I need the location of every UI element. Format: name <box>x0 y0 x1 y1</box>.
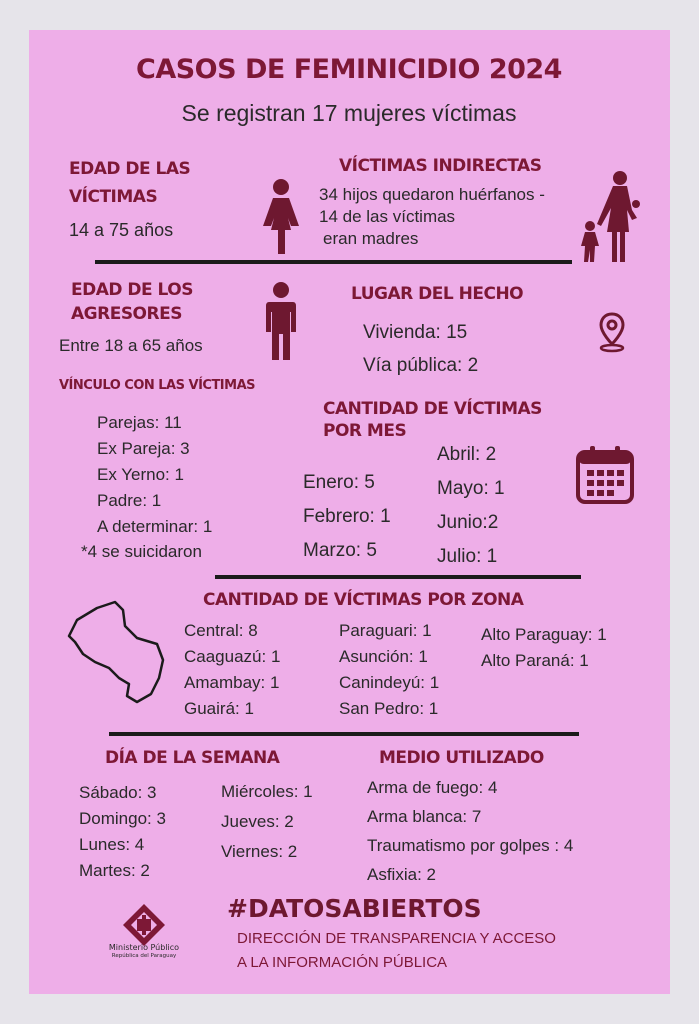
mes-item: Marzo: 5 <box>303 540 377 561</box>
edad-agresores-heading <box>71 278 193 326</box>
divider-2 <box>215 575 581 579</box>
dia-item: Miércoles: 1 <box>221 782 313 801</box>
victimas-indirectas-text <box>319 184 545 250</box>
edad-agresores-heading-line2: AGRESORES <box>71 304 182 324</box>
por-zona-heading: CANTIDAD DE VÍCTIMAS POR ZONA <box>203 590 524 610</box>
zona-item: San Pedro: 1 <box>339 699 439 718</box>
logo-name: Ministerio Público <box>108 943 180 952</box>
medio-item: Arma blanca: 7 <box>367 807 482 826</box>
victimas-indirectas-line1: 34 hijos quedaron huérfanos - <box>319 185 545 204</box>
vinculo-list <box>97 410 212 540</box>
mother-child-icon <box>577 170 645 264</box>
dia-item: Sábado: 3 <box>79 783 157 802</box>
man-icon <box>265 282 297 362</box>
mes-item: Abril: 2 <box>437 444 497 465</box>
zona-item: Guairá: 1 <box>184 699 254 718</box>
vinculo-item: Padre: 1 <box>97 491 162 510</box>
mes-item: Julio: 1 <box>437 546 498 567</box>
subtitle: Se registran 17 mujeres víctimas <box>181 100 517 126</box>
zona-item: Paraguari: 1 <box>339 621 432 640</box>
lugar-hecho-heading: LUGAR DEL HECHO <box>351 284 524 304</box>
mes-item: Enero: 5 <box>303 472 375 493</box>
dia-item: Martes: 2 <box>79 861 150 880</box>
medio-heading: MEDIO UTILIZADO <box>379 748 544 768</box>
dia-semana-heading: DÍA DE LA SEMANA <box>105 748 280 768</box>
zona-item: Amambay: 1 <box>184 673 280 692</box>
page-title: CASOS DE FEMINICIDIO 2024 <box>136 54 562 85</box>
zona-item: Central: 8 <box>184 621 258 640</box>
footer-line2: A LA INFORMACIÓN PÚBLICA <box>237 954 448 971</box>
vinculo-item: Parejas: 11 <box>97 413 182 432</box>
mes-item: Junio:2 <box>437 512 499 533</box>
divider-3 <box>109 732 579 736</box>
vinculo-item: Ex Pareja: 3 <box>97 439 190 458</box>
medio-item: Arma de fuego: 4 <box>367 778 498 797</box>
logo-sub: República del Paraguay <box>111 953 177 959</box>
vinculo-note: *4 se suicidaron <box>81 542 202 561</box>
edad-agresores-heading-line1: EDAD DE LOS <box>71 280 193 300</box>
por-mes-col2 <box>437 438 505 574</box>
medio-list <box>367 773 573 889</box>
paraguay-map-icon <box>67 598 167 706</box>
location-pin-icon <box>597 312 627 354</box>
calendar-icon <box>575 444 635 506</box>
por-mes-heading <box>323 398 542 442</box>
lugar-hecho-list <box>363 316 478 382</box>
medio-item: Asfixia: 2 <box>367 865 436 884</box>
woman-icon <box>261 178 301 256</box>
dia-item: Domingo: 3 <box>79 809 166 828</box>
victimas-indirectas-line3: eran madres <box>323 229 419 248</box>
zona-item: Alto Paraná: 1 <box>481 651 589 670</box>
por-mes-heading-line1: CANTIDAD DE VÍCTIMAS <box>323 399 542 419</box>
mes-item: Mayo: 1 <box>437 478 505 499</box>
zona-item: Asunción: 1 <box>339 647 428 666</box>
por-mes-heading-line2: POR MES <box>323 421 407 441</box>
lugar-hecho-item: Vivienda: 15 <box>363 322 468 343</box>
dia-col1 <box>79 780 166 884</box>
edad-victimas-value: 14 a 75 años <box>69 220 174 240</box>
edad-agresores-value: Entre 18 a 65 años <box>59 336 203 355</box>
zona-col3 <box>481 622 607 674</box>
dia-item: Viernes: 2 <box>221 842 298 861</box>
medio-item: Traumatismo por golpes : 4 <box>367 836 574 855</box>
zona-col2 <box>339 618 439 722</box>
zona-item: Canindeyú: 1 <box>339 673 440 692</box>
dia-item: Lunes: 4 <box>79 835 145 854</box>
infographic-poster <box>29 30 670 994</box>
victimas-indirectas-heading: VÍCTIMAS INDIRECTAS <box>339 156 542 176</box>
zona-item: Alto Paraguay: 1 <box>481 625 607 644</box>
divider-1 <box>95 260 572 264</box>
zona-col1 <box>184 618 280 722</box>
hashtag: #DATOSABIERTOS <box>227 894 482 923</box>
por-mes-col1 <box>303 466 391 568</box>
zona-item: Caaguazú: 1 <box>184 647 281 666</box>
mes-item: Febrero: 1 <box>303 506 391 527</box>
dia-item: Jueves: 2 <box>221 812 294 831</box>
vinculo-item: Ex Yerno: 1 <box>97 465 184 484</box>
dia-col2 <box>221 777 313 867</box>
edad-victimas-heading-line1: EDAD DE LAS <box>69 159 191 179</box>
footer-line1: DIRECCIÓN DE TRANSPARENCIA Y ACCESO <box>237 930 556 947</box>
edad-victimas-heading-line2: VÍCTIMAS <box>69 187 158 207</box>
victimas-indirectas-line2: 14 de las víctimas <box>319 207 456 226</box>
edad-victimas-heading <box>69 155 190 211</box>
lugar-hecho-item: Vía pública: 2 <box>363 355 479 376</box>
vinculo-item: A determinar: 1 <box>97 517 213 536</box>
ministerio-logo <box>115 902 173 948</box>
vinculo-heading: VÍNCULO CON LAS VÍCTIMAS <box>59 378 256 393</box>
